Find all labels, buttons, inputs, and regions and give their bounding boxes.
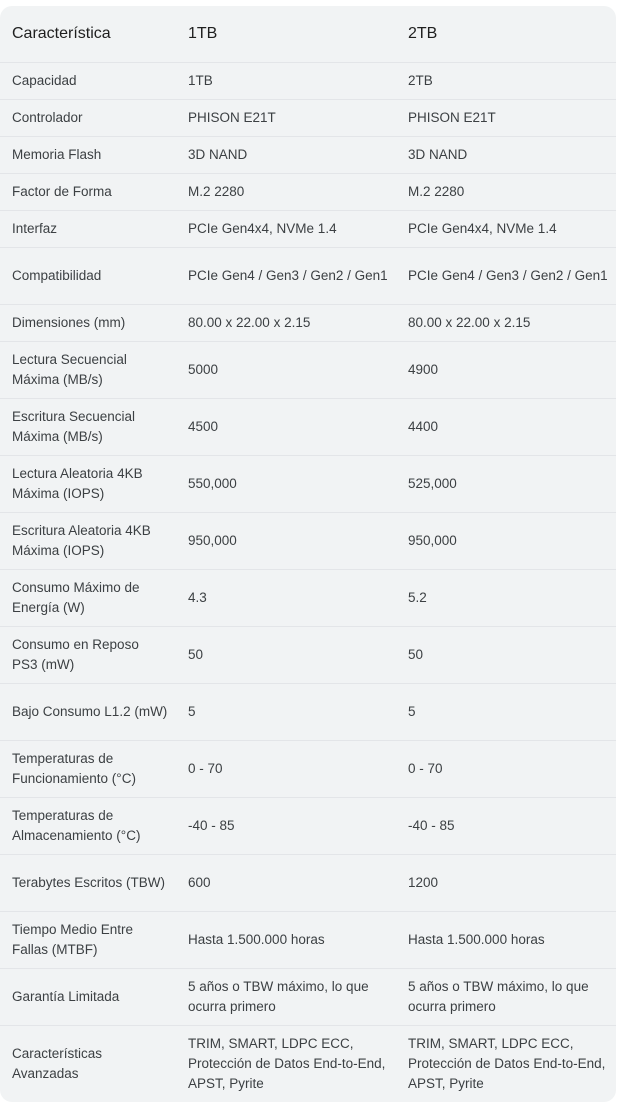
value-1tb: PCIe Gen4x4, NVMe 1.4 xyxy=(176,210,396,247)
table-row xyxy=(0,626,616,683)
value-2tb: Hasta 1.500.000 horas xyxy=(396,911,616,968)
header-feature: Característica xyxy=(0,6,176,62)
table-row xyxy=(0,62,616,99)
row-label: Tiempo Medio Entre Fallas (MTBF) xyxy=(0,911,176,968)
row-label: Consumo en Reposo PS3 (mW) xyxy=(0,626,176,683)
value-2tb: 5 xyxy=(396,683,616,740)
value-2tb: TRIM, SMART, LDPC ECC, Protección de Datos End-to-End, APST, Pyrite xyxy=(408,1036,606,1092)
value-2tb: 950,000 xyxy=(396,512,616,569)
value-2tb: 5 años o TBW máximo, lo que ocurra primero xyxy=(396,968,616,1025)
specs-table-container xyxy=(0,6,616,1102)
value-2tb: 50 xyxy=(396,626,616,683)
value-1tb: TRIM, SMART, LDPC ECC, Protección de Datos End-to-End, APST, Pyrite xyxy=(188,1036,386,1092)
row-label: Garantía Limitada xyxy=(0,968,176,1025)
row-label: Escritura Secuencial Máxima (MB/s) xyxy=(0,398,176,455)
value-2tb: 4900 xyxy=(396,341,616,398)
table-row xyxy=(0,99,616,136)
value-2tb: 0 - 70 xyxy=(396,740,616,797)
value-1tb: 50 xyxy=(176,626,396,683)
table-row xyxy=(0,854,616,911)
table-row xyxy=(0,304,616,341)
row-label: Terabytes Escritos (TBW) xyxy=(0,854,176,911)
table-row xyxy=(0,173,616,210)
value-1tb: 3D NAND xyxy=(176,136,396,173)
row-label: Bajo Consumo L1.2 (mW) xyxy=(0,683,176,740)
table-row xyxy=(0,1025,616,1102)
table-row xyxy=(0,911,616,968)
row-label: Temperaturas de Almacenamiento (°C) xyxy=(0,797,176,854)
value-1tb: 4.3 xyxy=(176,569,396,626)
table-row xyxy=(0,797,616,854)
table-row xyxy=(0,398,616,455)
row-label: Compatibilidad xyxy=(0,247,176,304)
row-label: Consumo Máximo de Energía (W) xyxy=(0,569,176,626)
value-2tb: 2TB xyxy=(396,62,616,99)
table-row xyxy=(0,210,616,247)
value-1tb: M.2 2280 xyxy=(176,173,396,210)
value-1tb: 5000 xyxy=(176,341,396,398)
value-1tb: 4500 xyxy=(176,398,396,455)
table-row xyxy=(0,569,616,626)
header-1tb: 1TB xyxy=(176,6,396,62)
row-label: Interfaz xyxy=(0,210,176,247)
value-1tb: 0 - 70 xyxy=(176,740,396,797)
specs-table xyxy=(0,6,616,1102)
row-label: Lectura Aleatoria 4KB Máxima (IOPS) xyxy=(0,455,176,512)
value-2tb: 5.2 xyxy=(396,569,616,626)
table-row xyxy=(0,512,616,569)
value-1tb: 5 xyxy=(176,683,396,740)
value-1tb: Hasta 1.500.000 horas xyxy=(176,911,396,968)
table-header-row xyxy=(0,6,616,62)
value-1tb: PHISON E21T xyxy=(176,99,396,136)
header-2tb: 2TB xyxy=(396,6,616,62)
table-row xyxy=(0,740,616,797)
value-1tb: 600 xyxy=(176,854,396,911)
value-2tb: 4400 xyxy=(396,398,616,455)
value-2tb: 80.00 x 22.00 x 2.15 xyxy=(396,304,616,341)
row-label: Factor de Forma xyxy=(0,173,176,210)
value-2tb: 1200 xyxy=(396,854,616,911)
value-1tb: 5 años o TBW máximo, lo que ocurra primero xyxy=(176,968,396,1025)
value-2tb: PCIe Gen4 / Gen3 / Gen2 / Gen1 xyxy=(396,247,616,304)
row-label: Memoria Flash xyxy=(0,136,176,173)
value-1tb: -40 - 85 xyxy=(176,797,396,854)
table-row xyxy=(0,247,616,304)
value-2tb: PCIe Gen4x4, NVMe 1.4 xyxy=(396,210,616,247)
row-label: Características Avanzadas xyxy=(12,1046,103,1082)
row-label: Escritura Aleatoria 4KB Máxima (IOPS) xyxy=(0,512,176,569)
row-label: Capacidad xyxy=(0,62,176,99)
table-row xyxy=(0,455,616,512)
value-1tb: 950,000 xyxy=(176,512,396,569)
value-1tb: 1TB xyxy=(176,62,396,99)
row-label: Dimensiones (mm) xyxy=(0,304,176,341)
row-label: Temperaturas de Funcionamiento (°C) xyxy=(0,740,176,797)
value-2tb: 3D NAND xyxy=(396,136,616,173)
table-row xyxy=(0,341,616,398)
table-row xyxy=(0,136,616,173)
table-row xyxy=(0,968,616,1025)
value-1tb: 80.00 x 22.00 x 2.15 xyxy=(176,304,396,341)
value-2tb: M.2 2280 xyxy=(396,173,616,210)
value-1tb: 550,000 xyxy=(176,455,396,512)
table-row xyxy=(0,683,616,740)
value-2tb: -40 - 85 xyxy=(396,797,616,854)
row-label: Lectura Secuencial Máxima (MB/s) xyxy=(0,341,176,398)
value-2tb: PHISON E21T xyxy=(396,99,616,136)
value-2tb: 525,000 xyxy=(396,455,616,512)
value-1tb: PCIe Gen4 / Gen3 / Gen2 / Gen1 xyxy=(176,247,396,304)
row-label: Controlador xyxy=(0,99,176,136)
